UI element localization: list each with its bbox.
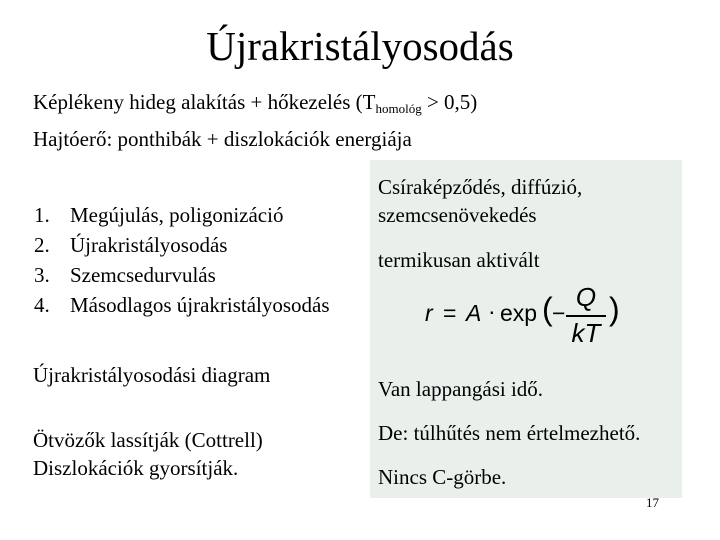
fraction-bar xyxy=(566,315,606,317)
slide-title: Újrakristályosodás xyxy=(206,23,514,69)
list-text: Újrakristályosodás xyxy=(70,233,228,257)
nucleation-line-1: Csíraképződés, diffúzió, xyxy=(378,175,583,199)
undercooling-note: De: túlhűtés nem értelmezhető. xyxy=(378,421,641,445)
page-number: 17 xyxy=(646,495,659,510)
formula-lhs: r xyxy=(425,300,433,326)
diagram-note: Újrakristályosodási diagram xyxy=(33,363,271,387)
stage-list xyxy=(34,200,330,320)
list-item xyxy=(34,200,330,230)
formula-coefficient: A xyxy=(466,300,482,326)
no-c-curve-note: Nincs C-görbe. xyxy=(378,465,507,489)
list-number: 2. xyxy=(34,233,50,257)
list-text: Megújulás, poligonizáció xyxy=(70,203,284,227)
list-number: 4. xyxy=(34,293,50,317)
list-item xyxy=(34,260,330,290)
formula-open-paren: ( xyxy=(542,291,553,327)
cold-working-suffix: > 0,5) xyxy=(421,90,478,114)
list-text: Szemcsedurvulás xyxy=(70,263,216,287)
list-item xyxy=(34,290,330,320)
formula-minus: − xyxy=(552,300,566,326)
homologous-subscript: homológ xyxy=(375,101,422,116)
nucleation-line-2: szemcsenövekedés xyxy=(378,203,537,227)
formula-function: exp xyxy=(500,300,538,326)
formula-equals: = xyxy=(443,300,457,326)
formula-denominator: kT xyxy=(571,318,601,348)
thermally-activated: termikusan aktivált xyxy=(378,248,540,272)
list-text: Másodlagos újrakristályosodás xyxy=(70,293,330,317)
cold-working-text: Képlékeny hideg alakítás + hőkezelés (T xyxy=(33,90,376,114)
formula-numerator: Q xyxy=(575,282,597,312)
alloy-note-2: Diszlokációk gyorsítják. xyxy=(33,456,239,480)
formula-dot: · xyxy=(488,298,496,324)
formula-close-paren: ) xyxy=(609,291,620,327)
alloy-note-1: Ötvözők lassítják (Cottrell) xyxy=(33,428,263,452)
list-number: 1. xyxy=(34,203,50,227)
rate-formula xyxy=(425,282,625,348)
list-item xyxy=(34,230,330,260)
cold-working-line xyxy=(33,89,477,118)
driving-force-line: Hajtóerő: ponthibák + diszlokációk energiája xyxy=(33,127,412,151)
incubation-note: Van lappangási idő. xyxy=(378,377,544,401)
list-number: 3. xyxy=(34,263,50,287)
